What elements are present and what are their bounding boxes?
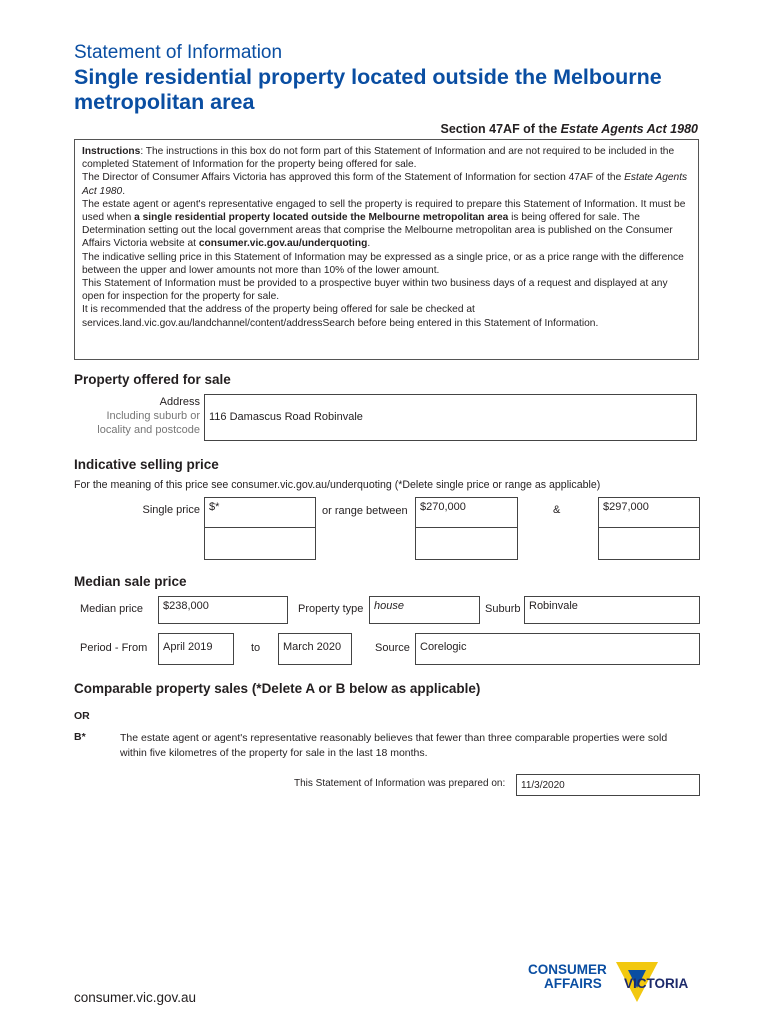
form-title: Single residential property located outside the Melbourne metropolitan area	[74, 65, 662, 114]
suburb-label: Suburb	[485, 603, 521, 615]
prepared-on-label: This Statement of Information was prepared on:	[294, 778, 506, 789]
suburb-field[interactable]: Robinvale	[524, 596, 700, 624]
single-price-label: Single price	[142, 504, 200, 516]
instructions-paragraph-3	[82, 198, 692, 251]
instructions-label: Instructions	[82, 146, 141, 157]
instructions-paragraph-6: It is recommended that the address of the property being offered for sale be checked at services.land.vic.gov.au/landchannel/content/addressSearch before being entered in this Statement of Information.	[82, 304, 599, 329]
median-price-field[interactable]: $238,000	[158, 596, 288, 624]
or-label: OR	[74, 710, 90, 722]
act-name: Estate Agents Act 1980	[560, 122, 698, 136]
address-hint-line2: locality and postcode	[97, 424, 200, 436]
instructions-text-1: : The instructions in this box do not form part of this Statement of Information and are not required to be included in the completed Statement of Information for the property being offered for sale.	[82, 146, 675, 171]
instructions-bold-text: a single residential property located outside the Melbourne metropolitan area	[134, 212, 509, 224]
source-label: Source	[375, 642, 410, 654]
period-from-field[interactable]: April 2019	[158, 633, 234, 665]
range-high-field[interactable]: $297,000	[598, 497, 700, 530]
source-field[interactable]: Corelogic	[415, 633, 700, 665]
range-low-field[interactable]: $270,000	[415, 497, 518, 530]
address-field[interactable]: 116 Damascus Road Robinvale	[204, 394, 697, 441]
range-high-field-2[interactable]	[598, 527, 700, 560]
logo-victoria-text: VICTORIA	[624, 976, 689, 991]
prepared-date-field[interactable]: 11/3/2020	[516, 774, 700, 796]
median-price-label: Median price	[80, 603, 143, 615]
consumer-affairs-victoria-logo	[528, 958, 704, 1008]
option-b-text: The estate agent or agent's representative reasonably believes that fewer than three comparable properties were sold within five kilometres of the property for sale in the last 18 months.	[120, 732, 668, 759]
indicative-note: For the meaning of this price see consumer.vic.gov.au/underquoting (*Delete single price or range as applicable)	[74, 479, 601, 491]
address-label: Address	[159, 396, 200, 408]
property-type-label: Property type	[298, 603, 364, 615]
logo-affairs-text: AFFAIRS	[544, 976, 602, 991]
option-b-label: B*	[74, 731, 86, 743]
median-heading: Median sale price	[74, 574, 187, 589]
comparable-heading: Comparable property sales (*Delete A or B below as applicable)	[74, 681, 481, 696]
instructions-text-3c: .	[367, 238, 371, 250]
instructions-box	[74, 139, 699, 360]
instructions-text-2a: The Director of Consumer Affairs Victoria has approved this form of the Statement of Information for section 47AF of the	[82, 172, 625, 184]
instructions-paragraph-4: The indicative selling price in this Statement of Information may be expressed as a single price, or as a price range with the difference between the upper and lower amounts not more than 10% of the lower amount.	[82, 251, 684, 276]
instructions-text-3a: The estate agent or agent's representative engaged to sell the property is required to prepare this Statement of Information. It must be used when	[82, 198, 686, 224]
logo-consumer-text: CONSUMER	[528, 962, 607, 977]
footer-url: consumer.vic.gov.au	[74, 990, 197, 1005]
instructions-text-2b: .	[122, 185, 126, 197]
instructions-paragraph-1	[82, 145, 692, 171]
property-heading: Property offered for sale	[74, 372, 231, 387]
form-subtitle: Statement of Information	[74, 42, 283, 63]
property-type-field[interactable]: house	[369, 596, 480, 624]
range-ampersand: &	[553, 504, 561, 516]
instructions-text-3b: is being offered for sale. The Determination setting out the local government areas that comprise the Melbourne metropolitan area is published on the Consumer Affairs Victoria website at	[82, 212, 673, 250]
indicative-heading: Indicative selling price	[74, 457, 219, 472]
single-price-field[interactable]: $*	[204, 497, 316, 530]
period-from-label: Period - From	[80, 642, 148, 654]
instructions-act-name: Estate Agents Act 1980	[82, 172, 688, 197]
address-hint-line1: Including suburb or	[106, 410, 200, 422]
single-price-field-2[interactable]	[204, 527, 316, 560]
section-prefix: Section 47AF of the	[440, 122, 561, 136]
instructions-paragraph-5: This Statement of Information must be provided to a prospective buyer within two business days of a request and displayed at any open for inspection for the property for sale.	[82, 278, 668, 303]
range-low-field-2[interactable]	[415, 527, 518, 560]
range-label: or range between	[322, 505, 408, 517]
underquoting-link[interactable]: consumer.vic.gov.au/underquoting	[198, 238, 368, 250]
period-to-label: to	[251, 642, 261, 654]
section-reference	[441, 122, 698, 136]
period-to-field[interactable]: March 2020	[278, 633, 352, 665]
instructions-paragraph-2	[82, 171, 692, 197]
